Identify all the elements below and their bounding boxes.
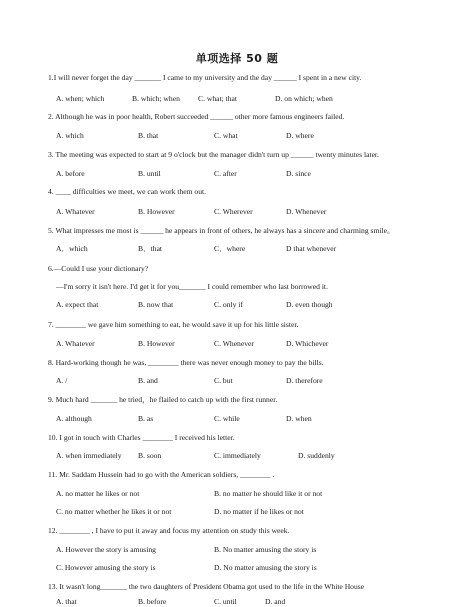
option: D. and <box>265 597 286 606</box>
option: D. even though <box>286 300 333 309</box>
question-1: 1.I will never forget the day _______ I came to my university and the day ______ I spent in a new city. <box>48 73 362 82</box>
option: D. on which; when <box>275 94 333 103</box>
question-6-line-2: —I'm sorry it isn't here. I'd get it for you_______ I could remember who last borrowed it. <box>56 282 328 291</box>
option: B. as <box>138 414 154 423</box>
option: B. before <box>138 597 167 606</box>
option: B. However <box>138 207 175 216</box>
question-13: 13. It wasn't long_______ the two daughters of President Obama got used to the life in the White House <box>48 582 365 591</box>
option: A. / <box>56 376 68 385</box>
option: A. before <box>56 169 85 178</box>
option: D that whenever <box>286 244 337 253</box>
question-7: 7. ________ we gave him something to eat, he would save it up for his little sister. <box>48 320 299 329</box>
option: C. while <box>214 414 240 423</box>
option: C．where <box>214 244 246 253</box>
option: D. where <box>286 131 314 140</box>
option: D. therefore <box>286 376 323 385</box>
option: B. until <box>138 169 161 178</box>
page-title: 单项选择 50 题 <box>195 52 279 65</box>
question-2: 2. Although he was in poor health, Robert succeeded ______ other more famous engineers failed. <box>48 112 345 121</box>
question-11: 11. Mr. Saddam Hussein had to go with the American soldiers, ________ . <box>48 470 275 479</box>
question-4: 4. ____ difficulties we meet, we can work them out. <box>48 187 207 196</box>
option: C. until <box>214 597 237 606</box>
option: A. expect that <box>56 300 99 309</box>
question-6: 6.—Could I use your dictionary? <box>48 264 149 273</box>
option: D. suddenly <box>298 451 335 460</box>
option: B. and <box>138 376 158 385</box>
option: B. However <box>138 339 175 348</box>
option: A. that <box>56 597 77 606</box>
option: C. but <box>214 376 233 385</box>
option: C. what <box>214 131 238 140</box>
option: D. since <box>286 169 311 178</box>
option: C. Wherever <box>214 207 253 216</box>
option: A. Whatever <box>56 339 95 348</box>
option: B. now that <box>138 300 174 309</box>
question-5: 5. What impresses me most is ______ he appears in front of others, he always has a sincere and charming smile。 <box>48 226 395 235</box>
option: C. immediately <box>214 451 261 460</box>
question-12: 12. ________ , I have to put it away and focus my attention on study this week. <box>48 526 290 535</box>
option: A. when; which <box>56 94 105 103</box>
option: D. No matter amusing the story is <box>214 563 317 572</box>
option: D. Whichever <box>286 339 329 348</box>
option: B. that <box>138 131 159 140</box>
option: B. which; when <box>132 94 180 103</box>
option: D. when <box>286 414 312 423</box>
question-10: 10. I got in touch with Charles ________ I received his letter. <box>48 433 235 442</box>
option: C. However amusing the story is <box>56 563 156 572</box>
option: A. which <box>56 131 84 140</box>
option: A. However the story is amusing <box>56 545 156 554</box>
option: C. only if <box>214 300 243 309</box>
question-3: 3. The meeting was expected to start at 9 o'clock but the manager didn't turn up ______ twenty minutes later. <box>48 150 379 159</box>
option: A. no matter he likes or not <box>56 489 140 498</box>
option: C. Whenever <box>214 339 254 348</box>
option: D. Whenever <box>286 207 327 216</box>
option: B. No matter amusing the story is <box>214 545 317 554</box>
option: C. after <box>214 169 237 178</box>
option: C. no matter whether he likes it or not <box>56 507 172 516</box>
option: B. soon <box>138 451 162 460</box>
question-8: 8. Hard-working though he was, ________ there was never enough money to pay the bills. <box>48 358 324 367</box>
option: D. no matter if he likes or not <box>214 507 304 516</box>
option: B. no matter he should like it or not <box>214 489 323 498</box>
option: B．that <box>138 244 163 253</box>
option: A. although <box>56 414 92 423</box>
option: A. Whatever <box>56 207 95 216</box>
option: C. what; that <box>198 94 238 103</box>
option: A．which <box>56 244 88 253</box>
question-9: 9. Much hard _______ he tried，he flailed to catch up with the first runner. <box>48 395 278 404</box>
option: A. when immediately <box>56 451 122 460</box>
